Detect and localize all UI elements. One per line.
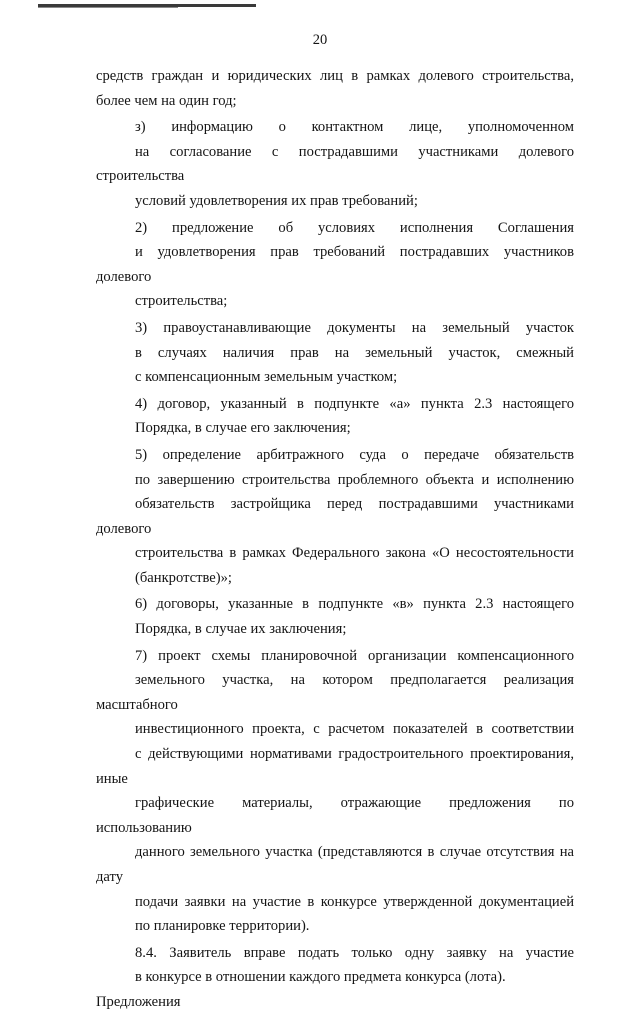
text-line: графические материалы, отражающие предложения по использованию <box>96 795 574 836</box>
text-line: Порядка, в случае его заключения; <box>135 420 351 437</box>
text-line: по планировке территории). <box>135 918 310 935</box>
paragraph <box>96 64 574 113</box>
text-line: 7) проект схемы планировочной организации компенсационного <box>135 647 574 664</box>
paragraph <box>96 644 574 939</box>
text-line: на согласование с пострадавшими участниками долевого строительства <box>96 143 574 185</box>
document-body <box>96 64 574 1017</box>
paragraph <box>96 392 574 441</box>
page-number: 20 <box>312 32 328 48</box>
text-line: инвестиционного проекта, с расчетом показателей в соответствии <box>135 721 574 738</box>
text-line: условий удовлетворения их прав требований; <box>135 192 418 209</box>
text-line: с компенсационным земельным участком; <box>135 369 398 386</box>
paragraph <box>96 216 574 314</box>
paragraph <box>96 316 574 390</box>
text-line: с действующими нормативами градостроительного проектирования, иные <box>96 746 574 787</box>
paragraph <box>96 115 574 213</box>
text-line: в случаях наличия прав на земельный участок, смежный <box>135 344 574 361</box>
text-line: 5) определение арбитражного суда о передаче обязательств <box>135 446 574 463</box>
text-line: обязательств застройщика перед пострадавшими участниками долевого <box>96 496 574 537</box>
text-line: 4) договор, указанный в подпункте «а» пункта 2.3 настоящего <box>135 395 574 412</box>
text-line: 3) правоустанавливающие документы на земельный участок <box>135 319 574 336</box>
text-line: 6) договоры, указанные в подпункте «в» пункта 2.3 настоящего <box>135 596 574 613</box>
paragraph <box>96 592 574 641</box>
text-line: (банкротстве)»; <box>135 569 232 586</box>
text-line: в конкурсе в отношении каждого предмета конкурса (лота). Предложения <box>96 969 506 1010</box>
text-line: средств граждан и юридических лиц в рамках долевого строительства, <box>96 68 574 84</box>
text-line: и удовлетворения прав требований пострадавших участников долевого <box>96 244 574 285</box>
text-line: з) информацию о контактном лице, уполномоченном <box>135 119 574 136</box>
paragraph <box>96 443 574 591</box>
text-line: строительства; <box>135 293 228 310</box>
text-line: Порядка, в случае их заключения; <box>135 621 347 638</box>
text-line: данного земельного участка (представляются в случае отсутствия на дату <box>96 844 574 885</box>
scan-artifact-thin <box>38 7 178 8</box>
text-line: земельного участка, на котором предполагается реализация масштабного <box>96 672 574 713</box>
text-line: по завершению строительства проблемного объекта и исполнению <box>135 471 574 488</box>
text-line: 8.4. Заявитель вправе подать только одну заявку на участие <box>135 944 574 961</box>
paragraph <box>96 941 574 1015</box>
text-line: 2) предложение об условиях исполнения Соглашения <box>135 219 574 236</box>
text-line: подачи заявки на участие в конкурсе утвержденной документацией <box>135 893 574 910</box>
text-line: строительства в рамках Федерального закона «О несостоятельности <box>135 545 574 562</box>
text-line: более чем на один год; <box>96 92 237 109</box>
